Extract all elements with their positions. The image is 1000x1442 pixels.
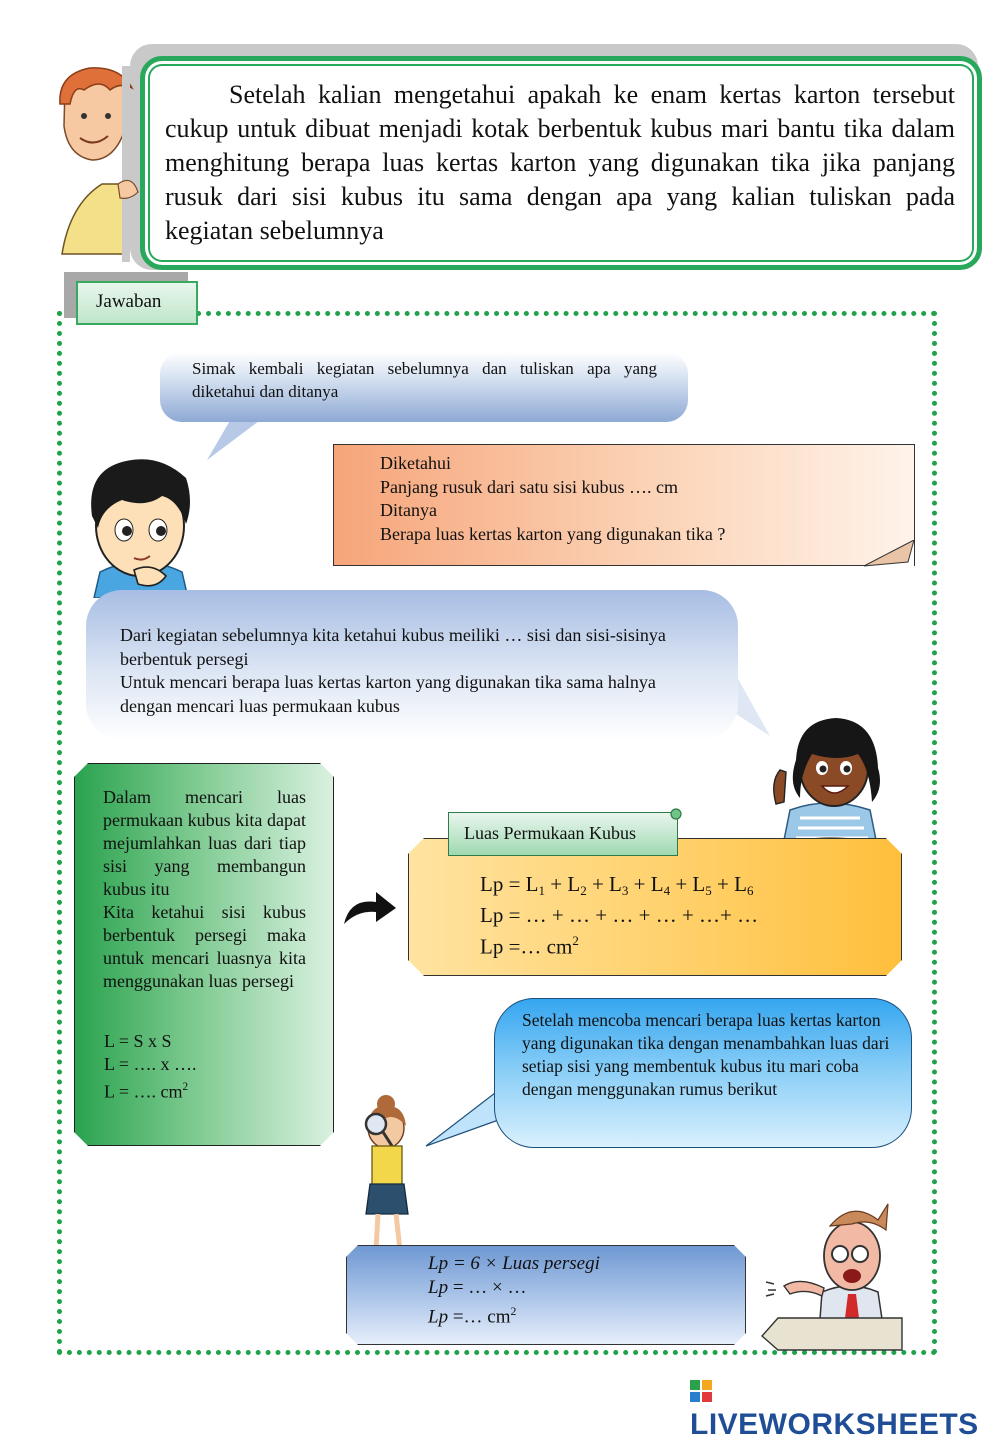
green-para2: Kita ketahui sisi kubus berbentuk persegi maka untuk mencari luasnya kita menggunakan luas persegi bbox=[103, 902, 306, 991]
liveworksheets-mark-icon bbox=[690, 1380, 712, 1402]
final-formula-row2: Lp = … × … bbox=[428, 1277, 527, 1298]
known-line: Panjang rusuk dari satu sisi kubus …. cm bbox=[380, 476, 678, 497]
intro-text: Setelah kalian mengetahui apakah ke enam kertas karton tersebut cukup untuk dibuat menjadi kotak berbentuk kubus mari bantu tika dalam menghitung berapa luas kertas karton yang digunakan tika jika panjang rusuk dari sisi kubus itu sama dengan apa yang kalian tuliskan pada kegiatan sebelumnya bbox=[165, 80, 955, 245]
surface-sum-formula: $Lp = L_1 + L_2 + L_3 + L_4 + L_5 + L_6$ bbox=[480, 872, 754, 898]
thinking-boy-illustration bbox=[82, 452, 202, 598]
surface-area-tab: Luas Permukaan Kubus bbox=[448, 812, 678, 856]
bubble-girl-line2: Untuk mencari berapa luas kertas karton yang digunakan tika sama halnya dengan mencari luas permukaan kubus bbox=[120, 672, 656, 716]
surface-sum-result: Lp =… $cm^2$ bbox=[480, 932, 579, 959]
green-panel-formulas bbox=[104, 1030, 196, 1103]
surface-area-text bbox=[480, 872, 758, 959]
surface-sum-step: Lp = … + … + … + … + …+ … bbox=[480, 902, 759, 927]
asked-line: Berapa luas kertas karton yang digunakan tika ? bbox=[380, 523, 726, 544]
known-heading: Diketahui bbox=[380, 453, 451, 473]
bubble-girl-line1: Dari kegiatan sebelumnya kita ketahui kubus meiliki … sisi dan sisi-sisinya berbentuk persegi bbox=[120, 625, 666, 669]
bubble-boy-text: Simak kembali kegiatan sebelumnya dan tuliskan apa yang diketahui dan ditanya bbox=[192, 359, 657, 401]
bubble-girl-text bbox=[120, 624, 680, 718]
girl-magnifier-illustration bbox=[350, 1090, 430, 1260]
square-area-formula: L = S x S bbox=[104, 1031, 172, 1051]
professor-illustration bbox=[760, 1196, 910, 1356]
green-panel-text bbox=[103, 786, 306, 993]
peeking-boy-illustration bbox=[40, 64, 140, 264]
final-formula-row3: Lp =… $cm^2$ bbox=[428, 1305, 517, 1328]
scroll-curl bbox=[668, 806, 684, 822]
liveworksheets-logo: LIVEWORKSHEETS bbox=[690, 1374, 1000, 1442]
curved-arrow-icon bbox=[340, 888, 400, 928]
square-area-step: L = …. x …. bbox=[104, 1054, 197, 1074]
final-formula-row1: Lp = 6 × Luas persegi bbox=[428, 1253, 600, 1274]
known-asked-text bbox=[380, 452, 725, 546]
folded-corner bbox=[864, 540, 916, 568]
square-area-result: L = …. $cm^2$ bbox=[104, 1081, 189, 1102]
bubble-info-text: Setelah mencoba mencari berapa luas kertas karton yang digunakan tika dengan menambahkan luas dari setiap sisi yang membentuk kubus itu mari coba dengan menggunakan rumus berikut bbox=[522, 1010, 890, 1099]
green-para1: Dalam mencari luas permukaan kubus kita dapat mejumlahkan luas dari tiap sisi yang membangun kubus itu bbox=[103, 787, 306, 899]
asked-heading: Ditanya bbox=[380, 500, 437, 520]
answer-tab: Jawaban bbox=[76, 281, 198, 325]
final-formula-text bbox=[428, 1252, 600, 1330]
